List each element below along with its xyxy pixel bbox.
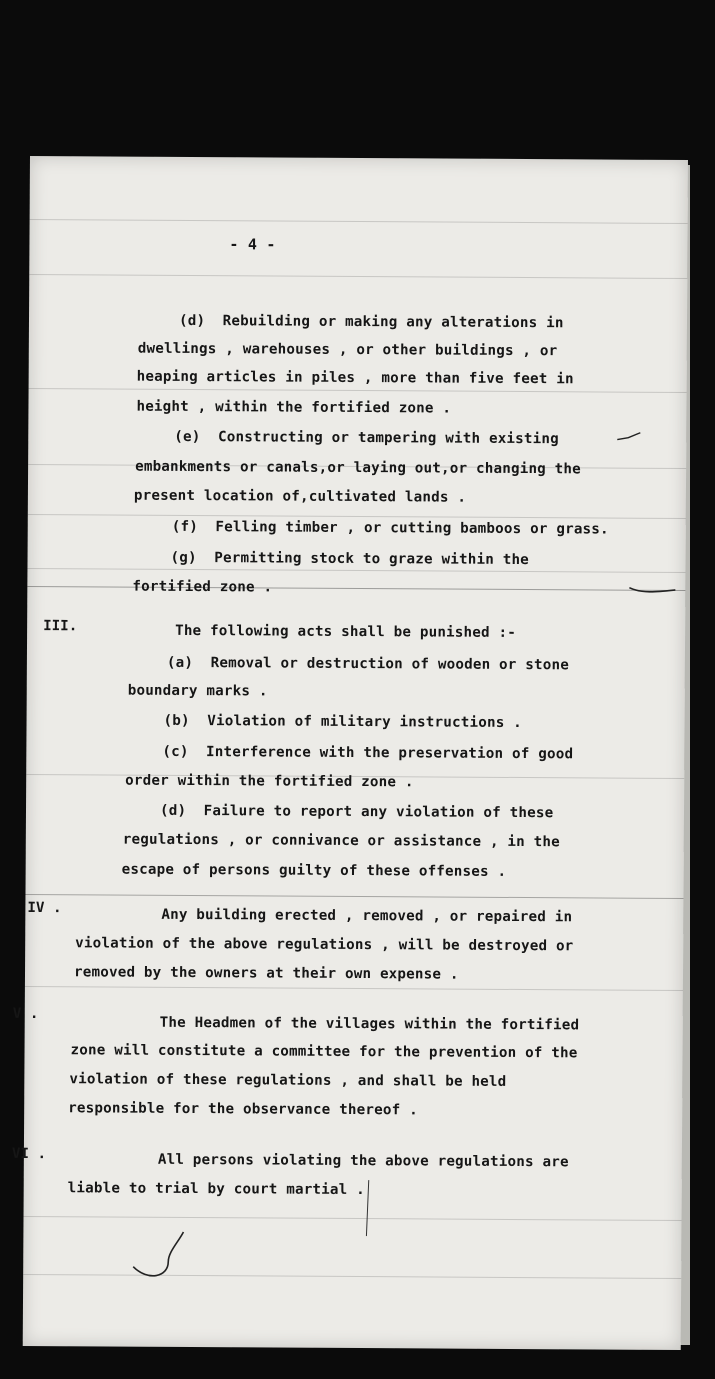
document-page bbox=[11, 156, 688, 1350]
item-dd-line-1: (d) Failure to report any violation of these bbox=[159, 802, 554, 822]
scan-rule bbox=[29, 274, 687, 279]
margin-pen-stroke bbox=[627, 580, 677, 600]
handwritten-check-mark bbox=[123, 1227, 193, 1287]
scan-rule bbox=[27, 568, 685, 573]
item-d-line-4: height , within the fortified zone . bbox=[136, 398, 452, 417]
item-c-line-1: (c) Interference with the preservation of good bbox=[162, 743, 574, 763]
scan-rule bbox=[24, 1216, 682, 1221]
section-v-line-3: violation of these regulations , and shall be held bbox=[69, 1071, 507, 1090]
item-f-line-1: (f) Felling timber , or cutting bamboos or grass. bbox=[171, 518, 609, 538]
item-e-line-3: present location of,cultivated lands . bbox=[133, 487, 467, 506]
item-a-line-1: (a) Removal or destruction of wooden or stone bbox=[166, 654, 570, 674]
item-dd-line-2: regulations , or connivance or assistance , in the bbox=[122, 831, 560, 851]
scan-rule bbox=[28, 514, 686, 519]
item-b-line-1: (b) Violation of military instructions . bbox=[163, 712, 523, 732]
item-a-line-2: boundary marks . bbox=[127, 682, 268, 700]
scan-rule bbox=[25, 986, 683, 991]
section-mark-iii: III. bbox=[43, 618, 78, 635]
section-iii-intro: The following acts shall be punished :- bbox=[175, 622, 517, 641]
scan-rule bbox=[23, 1274, 681, 1279]
section-vi-line-2: liable to trial by court martial . bbox=[67, 1180, 365, 1199]
item-d-line-1: (d) Rebuilding or making any alterations in bbox=[178, 312, 564, 332]
section-mark-vi: VI . bbox=[11, 1145, 47, 1163]
section-iv-line-3: removed by the owners at their own expense . bbox=[73, 964, 459, 983]
section-mark-v: V . bbox=[12, 1005, 39, 1023]
pen-vertical-stroke bbox=[358, 1178, 378, 1238]
section-vi-line-1: All persons violating the above regulations are bbox=[157, 1151, 569, 1171]
section-v-line-4: responsible for the observance thereof . bbox=[68, 1100, 418, 1119]
section-mark-iv: IV . bbox=[27, 899, 62, 917]
scan-rule bbox=[30, 219, 688, 224]
section-iv-line-2: violation of the above regulations , will be destroyed or bbox=[75, 935, 574, 955]
section-v-line-1: The Headmen of the villages within the fortified bbox=[159, 1014, 580, 1034]
scan-rule bbox=[25, 894, 683, 899]
margin-tick-mark bbox=[614, 430, 644, 450]
page-number: - 4 - bbox=[229, 235, 276, 254]
item-e-line-2: embankments or canals,or laying out,or changing the bbox=[135, 458, 581, 478]
section-iv-line-1: Any building erected , removed , or repaired in bbox=[161, 906, 573, 926]
scan-rule bbox=[29, 388, 687, 393]
item-e-line-1: (e) Constructing or tampering with existing bbox=[174, 428, 559, 448]
item-d-line-2: dwellings , warehouses , or other buildings , or bbox=[137, 340, 558, 360]
item-c-line-2: order within the fortified zone . bbox=[125, 772, 414, 791]
scan-rule bbox=[27, 586, 685, 591]
item-dd-line-3: escape of persons guilty of these offenses . bbox=[121, 861, 507, 880]
item-d-line-3: heaping articles in piles , more than five feet in bbox=[136, 368, 574, 388]
item-g-line-1: (g) Permitting stock to graze within the bbox=[170, 549, 529, 569]
section-v-line-2: zone will constitute a committee for the prevention of the bbox=[70, 1042, 578, 1062]
item-g-line-2: fortified zone . bbox=[132, 578, 273, 596]
